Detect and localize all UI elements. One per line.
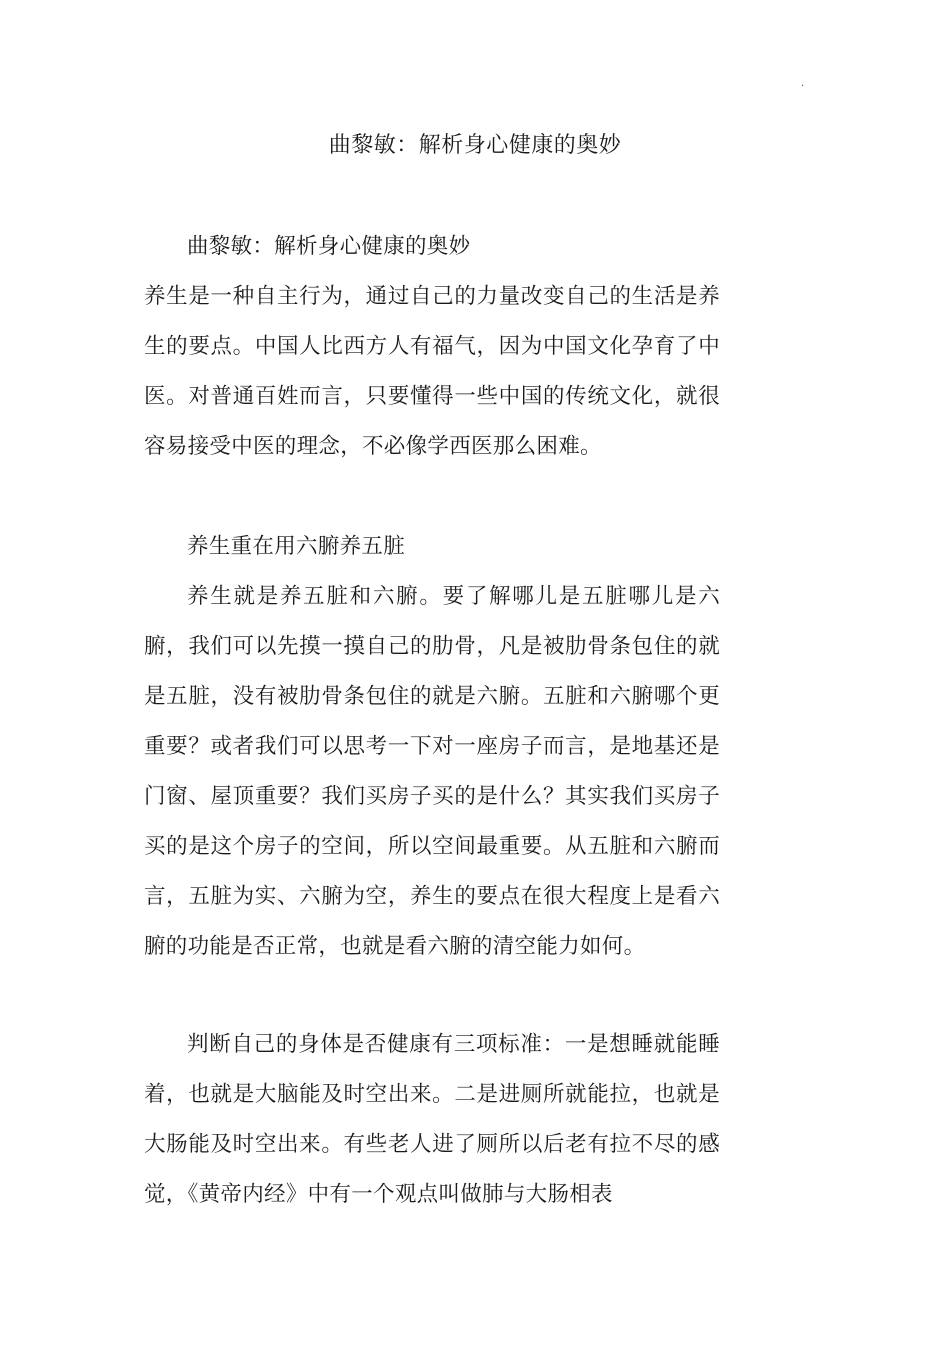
document-title: 曲黎敏：解析身心健康的奥妙 [328, 133, 622, 158]
intro-paragraph: 养生是一种自主行为，通过自己的力量改变自己的生活是养生的要点。中国人比西方人有福气，因为中国文化孕育了中医。对普通百姓而言，只要懂得一些中国的传统文化，就很容易接受中医的理念，不必像学西医那么困难。 [144, 284, 720, 459]
body-paragraph: 养生就是养五脏和六腑。要了解哪儿是五脏哪儿是六腑，我们可以先摸一摸自己的肋骨，凡是被肋骨条包住的就是五脏，没有被肋骨条包住的就是六腑。五脏和六腑哪个更重要？或者我们可以思考一下对一座房子而言，是地基还是门窗、屋顶重要？我们买房子买的是什么？其实我们买房子买的是这个房子的空间，所以空间最重要。从五脏和六腑而言，五脏为实、六腑为空，养生的要点在很大程度上是看六腑的功能是否正常，也就是看六腑的清空能力如何。 [144, 584, 720, 959]
subtitle-paragraph: 曲黎敏：解析身心健康的奥妙 [187, 234, 471, 259]
corner-mark: . [801, 78, 805, 89]
section-heading: 养生重在用六腑养五脏 [187, 534, 406, 559]
body-paragraph: 判断自己的身体是否健康有三项标准：一是想睡就能睡着，也就是大脑能及时空出来。二是进厕所就能拉，也就是大肠能及时空出来。有些老人进了厕所以后老有拉不尽的感觉，《黄帝内经》中有一个观点叫做肺与大肠相表 [144, 1032, 720, 1207]
